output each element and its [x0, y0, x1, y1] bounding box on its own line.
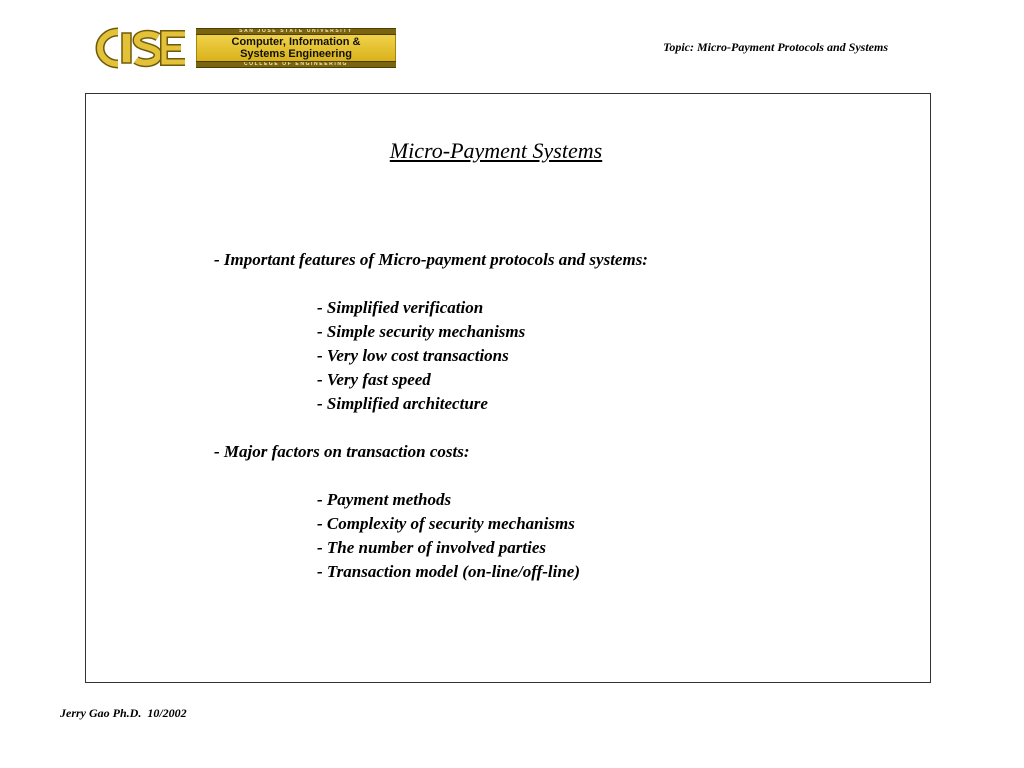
- section-heading-features: - Important features of Micro-payment protocols and systems:: [214, 250, 648, 269]
- list-item: - Complexity of security mechanisms: [317, 514, 575, 533]
- list-item: - Very fast speed: [317, 370, 431, 389]
- logo-line1: Computer, Information &: [231, 36, 361, 48]
- logo-line2: Systems Engineering: [240, 48, 352, 60]
- topic-header: Topic: Micro-Payment Protocols and Systems: [663, 40, 888, 54]
- logo-university: SAN JOSE STATE UNIVERSITY: [196, 28, 396, 35]
- slide-title: Micro-Payment Systems: [389, 138, 603, 163]
- list-item: - Very low cost transactions: [317, 346, 509, 365]
- slide-content: [86, 94, 932, 684]
- logo-banner: [196, 28, 396, 68]
- list-item: - Payment methods: [317, 490, 452, 509]
- list-item: - The number of involved parties: [317, 538, 547, 557]
- footer-author-date: Jerry Gao Ph.D. 10/2002: [60, 706, 187, 720]
- section-heading-costs: - Major factors on transaction costs:: [214, 442, 470, 461]
- list-item: - Simple security mechanisms: [317, 322, 526, 341]
- list-item: - Simplified architecture: [317, 394, 488, 413]
- list-item: - Simplified verification: [317, 298, 484, 317]
- logo-department: [196, 35, 396, 61]
- logo-college: COLLEGE OF ENGINEERING: [196, 61, 396, 68]
- cise-logo-mark: [88, 26, 196, 70]
- slide-frame: [85, 93, 931, 683]
- cise-logo: [88, 26, 398, 70]
- list-item: - Transaction model (on-line/off-line): [317, 562, 581, 581]
